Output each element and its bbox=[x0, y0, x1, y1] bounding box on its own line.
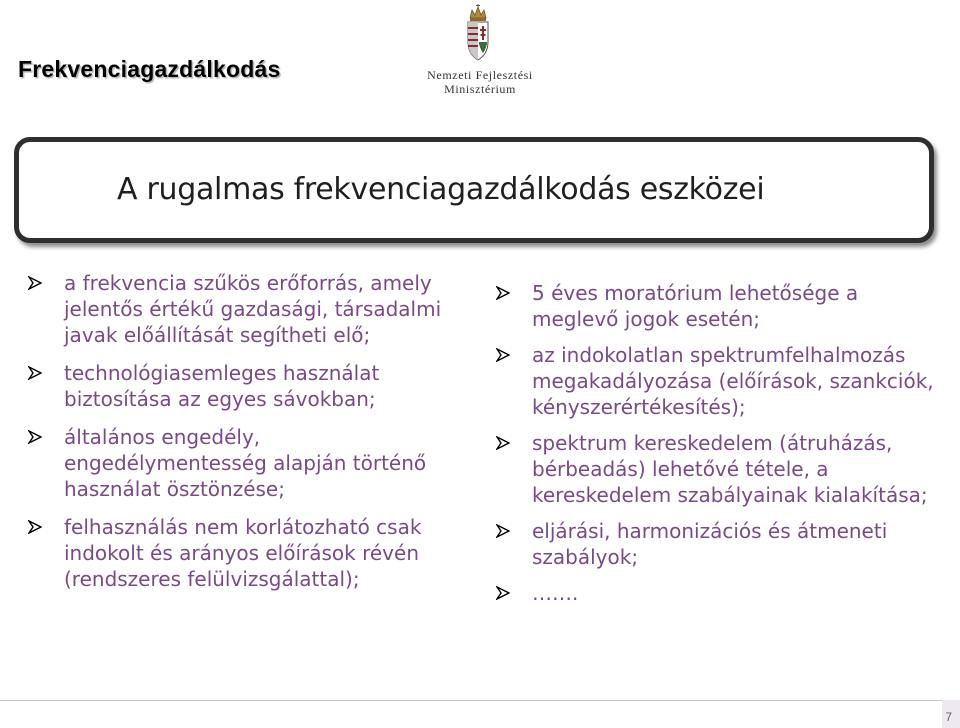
list-item-text: felhasználás nem korlátozható csak indokolt és arányos előírások révén (rendszeres felülvizsgálattal); bbox=[64, 515, 422, 591]
list-item bbox=[28, 424, 468, 502]
list-item-text: általános engedély, engedélymentesség alapján történő használat ösztönzése; bbox=[64, 425, 427, 501]
arrow-bullet-icon bbox=[28, 366, 42, 380]
coat-of-arms-icon bbox=[462, 4, 494, 66]
right-bullet-list bbox=[496, 280, 936, 616]
list-item-text: 5 éves moratórium lehetősége a meglevő jogok esetén; bbox=[532, 281, 859, 331]
logo-text-line-1: Nemzeti Fejlesztési bbox=[427, 68, 533, 82]
list-item-text: a frekvencia szűkös erőforrás, amely jelentős értékű gazdasági, társadalmi javak előállítását segítheti elő; bbox=[64, 271, 442, 347]
page-number: 7 bbox=[945, 710, 952, 724]
slide-title: A rugalmas frekvenciagazdálkodás eszközei bbox=[117, 172, 765, 207]
list-item bbox=[496, 280, 936, 332]
slide-title-box bbox=[14, 137, 934, 243]
arrow-bullet-icon bbox=[496, 436, 510, 450]
arrow-bullet-icon bbox=[496, 348, 510, 362]
arrow-bullet-icon bbox=[28, 430, 42, 444]
list-item-text: eljárási, harmonizációs és átmeneti szabályok; bbox=[532, 519, 888, 569]
list-item bbox=[28, 514, 468, 592]
header-title: Frekvenciagazdálkodás bbox=[18, 56, 281, 82]
arrow-bullet-icon bbox=[28, 276, 42, 290]
list-item bbox=[496, 430, 936, 508]
list-item bbox=[496, 518, 936, 570]
list-item-text: technológiasemleges használat biztosítása az egyes sávokban; bbox=[64, 361, 380, 411]
arrow-bullet-icon bbox=[496, 586, 510, 600]
footer-divider bbox=[0, 700, 942, 701]
arrow-bullet-icon bbox=[496, 524, 510, 538]
arrow-bullet-icon bbox=[496, 286, 510, 300]
slide-header bbox=[0, 0, 960, 110]
left-bullet-list bbox=[28, 270, 468, 604]
list-item bbox=[28, 360, 468, 412]
list-item-text: ……. bbox=[532, 581, 579, 605]
list-item-text: spektrum kereskedelem (átruházás, bérbeadás) lehetővé tétele, a kereskedelem szabályainak kialakítása; bbox=[532, 431, 928, 507]
arrow-bullet-icon bbox=[28, 520, 42, 534]
list-item bbox=[496, 342, 936, 420]
list-item-text: az indokolatlan spektrumfelhalmozás megakadályozása (előírások, szankciók, kényszerértékesítés); bbox=[532, 343, 934, 419]
ministry-logo bbox=[420, 4, 540, 96]
logo-text-line-2: Minisztérium bbox=[444, 82, 516, 96]
list-item bbox=[496, 580, 936, 606]
list-item bbox=[28, 270, 468, 348]
